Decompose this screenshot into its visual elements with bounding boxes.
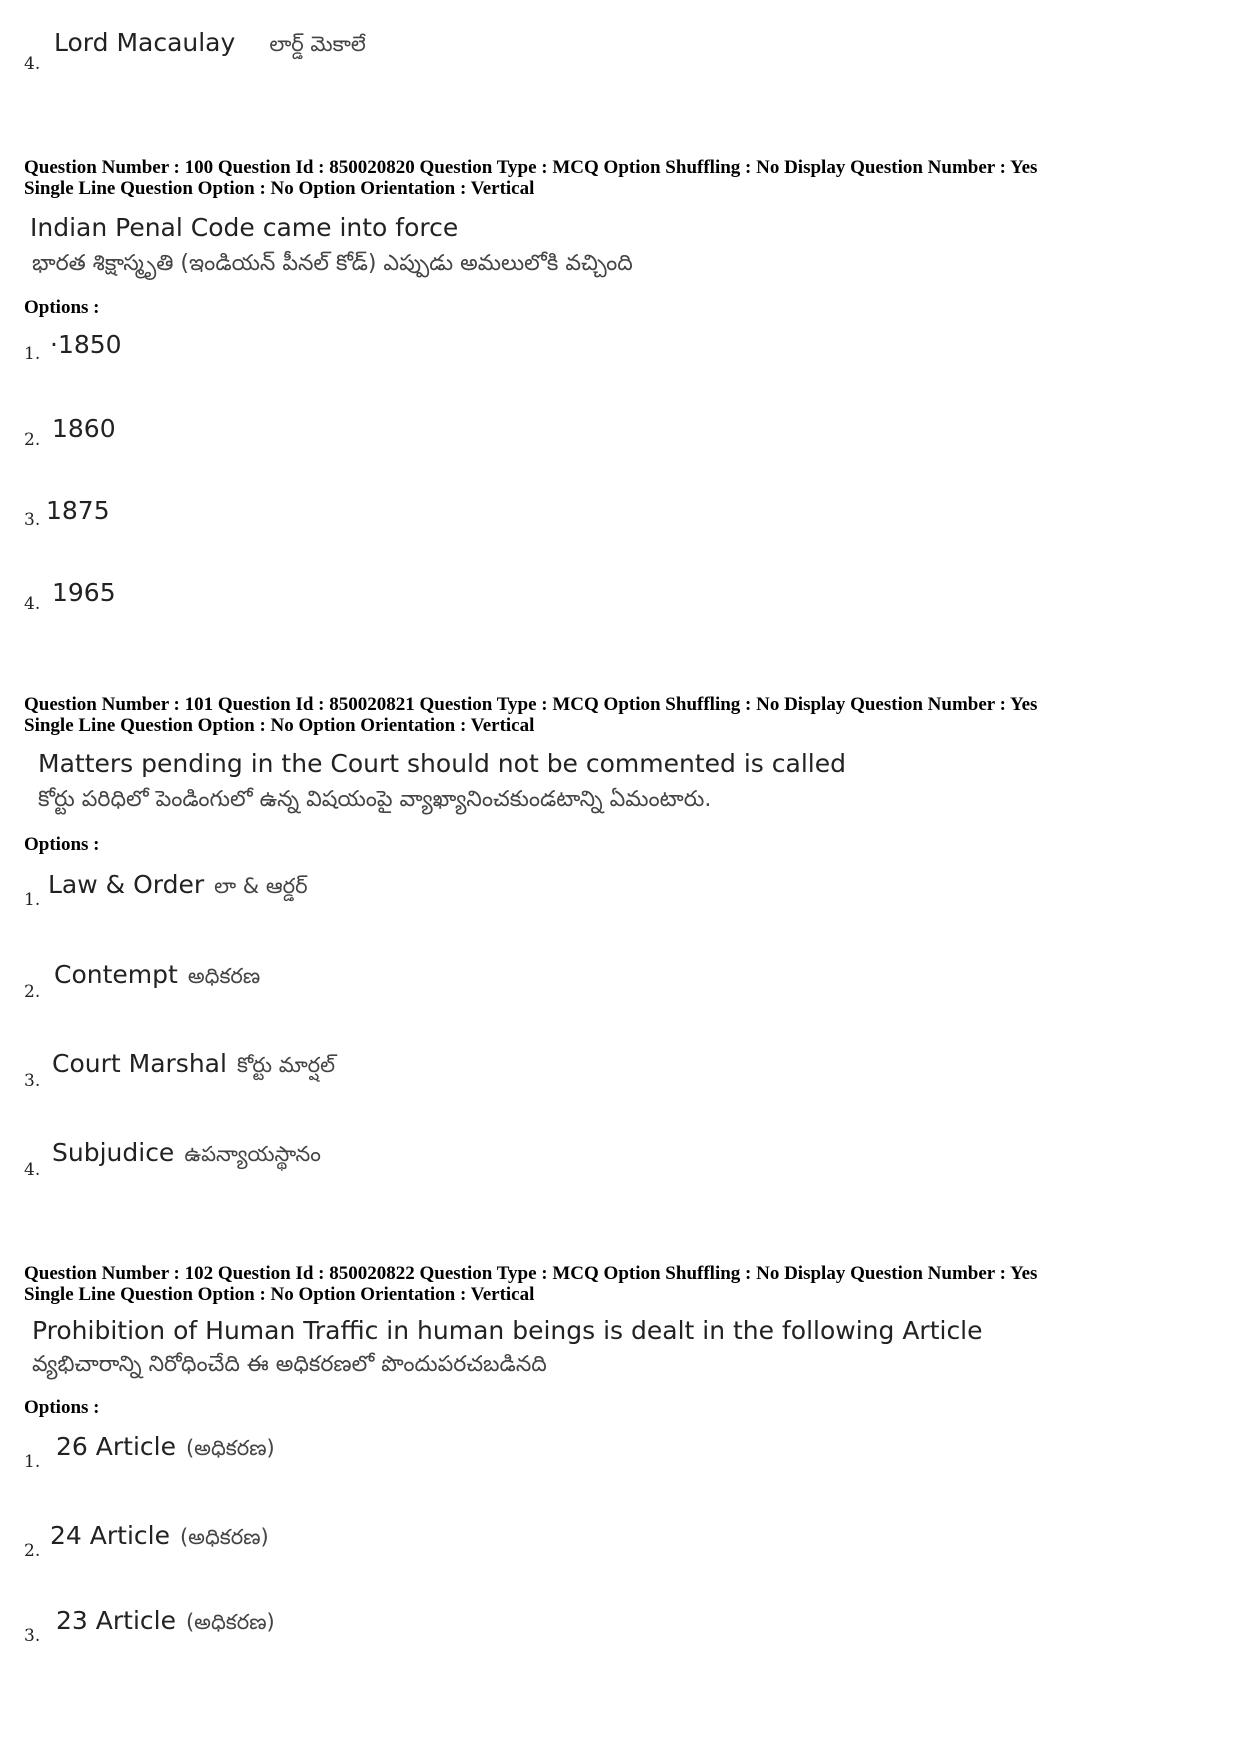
question-text-en: Prohibition of Human Traffic in human beings is dealt in the following Article <box>32 1316 983 1345</box>
question-meta-line: Single Line Question Option : No Option Orientation : Vertical <box>24 178 535 199</box>
option-text-te: కోర్టు మార్షల్ <box>236 1053 336 1077</box>
question-text-en: Matters pending in the Court should not be commented is called <box>38 749 846 778</box>
option-text-en: Lord Macaulay <box>54 28 236 57</box>
options-label: Options : <box>24 1397 100 1418</box>
question-meta <box>24 694 1037 736</box>
option-number: 4. <box>24 1160 41 1180</box>
question-text-te: వ్యభిచారాన్ని నిరోధించేది ఈ అధికరణలో పొందుపరచబడినది <box>32 1352 547 1377</box>
option-text <box>46 496 110 525</box>
question-meta-line: Question Number : 102 Question Id : 850020822 Question Type : MCQ Option Shuffling : No Display Question Number : Yes <box>24 1263 1038 1284</box>
question-meta <box>24 157 1037 199</box>
option-number: 1. <box>24 890 41 910</box>
option-number: 3. <box>24 1626 41 1646</box>
option-number: 4. <box>24 54 41 74</box>
question-meta-line: Single Line Question Option : No Option Orientation : Vertical <box>24 1284 535 1305</box>
option-text-te: (అధికరణ) <box>179 1525 269 1549</box>
option-text <box>54 28 366 62</box>
option-text <box>52 1049 335 1083</box>
options-label: Options : <box>24 297 100 318</box>
option-text-en: 1850 <box>57 330 122 359</box>
option-number: 2. <box>24 430 41 450</box>
option-text-te: అధికరణ <box>187 964 261 988</box>
option-text-en: 1965 <box>52 578 116 607</box>
option-text-te: (అధికరణ) <box>185 1436 275 1460</box>
option-text-te: ఉపన్యాయస్థానం <box>184 1142 321 1166</box>
option-text <box>56 1432 275 1466</box>
option-text <box>48 870 308 904</box>
option-text-te: లార్డ్ మెకాలే <box>269 32 366 56</box>
option-text <box>52 578 116 607</box>
option-text <box>52 1138 321 1172</box>
question-meta-line: Question Number : 100 Question Id : 850020820 Question Type : MCQ Option Shuffling : No Display Question Number : Yes <box>24 157 1038 178</box>
option-text-en: Court Marshal <box>52 1049 227 1078</box>
question-text-en: Indian Penal Code came into force <box>30 213 459 242</box>
option-text-en: 1875 <box>46 496 110 525</box>
option-number: 3. <box>24 1071 41 1091</box>
option-text-en: 23 Article <box>56 1606 176 1635</box>
option-number: 2. <box>24 982 41 1002</box>
option-text-en: 26 Article <box>56 1432 176 1461</box>
question-text-te: కోర్టు పరిధిలో పెండింగులో ఉన్న విషయంపై వ్యాఖ్యానించకుండటాన్ని ఏమంటారు. <box>38 787 712 812</box>
option-text-en: Law & Order <box>48 870 205 899</box>
option-text-en: 1860 <box>52 414 116 443</box>
option-text <box>56 1606 275 1640</box>
option-text <box>50 1521 269 1555</box>
options-label: Options : <box>24 834 100 855</box>
option-number: 3. <box>24 510 41 530</box>
option-text-en: Subjudice <box>52 1138 175 1167</box>
option-text <box>54 960 260 994</box>
question-meta-line: Single Line Question Option : No Option Orientation : Vertical <box>24 715 535 736</box>
option-number: 1. <box>24 344 41 364</box>
question-meta-line: Question Number : 101 Question Id : 850020821 Question Type : MCQ Option Shuffling : No Display Question Number : Yes <box>24 694 1038 715</box>
option-text: ·1850 <box>50 330 122 359</box>
option-text-te: లా & ఆర్డర్ <box>214 874 308 898</box>
option-text-en: 24 Article <box>50 1521 170 1550</box>
option-text-en: Contempt <box>54 960 178 989</box>
option-text <box>52 414 116 443</box>
option-text-te: (అధికరణ) <box>185 1610 275 1634</box>
option-number: 2. <box>24 1541 41 1561</box>
question-text-te: భారత శిక్షాస్మృతి (ఇండియన్ పీనల్ కోడ్) ఎప్పుడు అమలులోకి వచ్చింది <box>32 251 633 276</box>
option-number: 1. <box>24 1452 41 1472</box>
question-meta <box>24 1263 1037 1305</box>
option-number: 4. <box>24 594 41 614</box>
